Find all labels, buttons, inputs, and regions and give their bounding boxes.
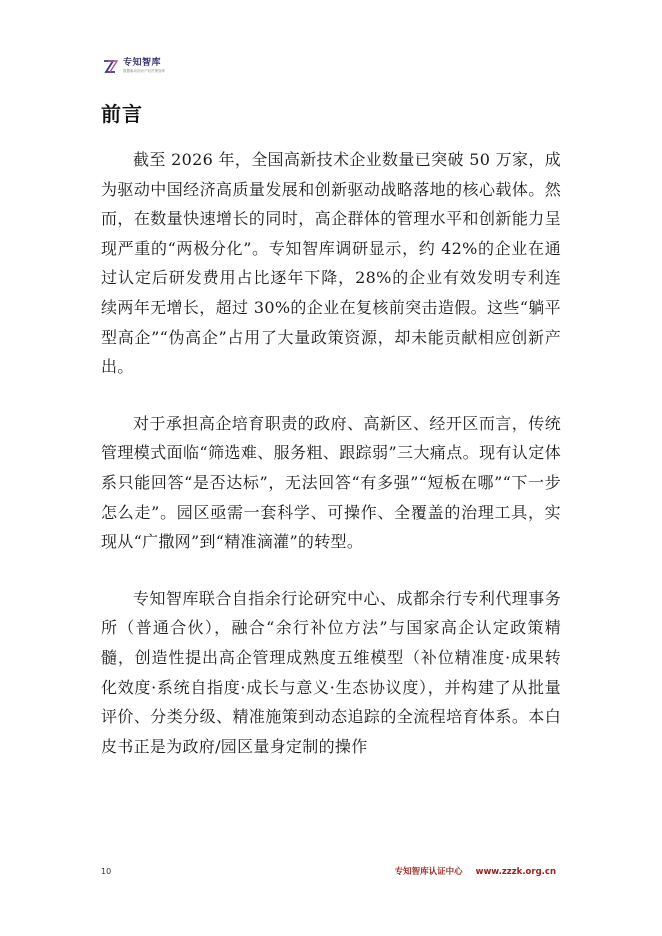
footer-org: 专知智库认证中心 <box>394 867 463 877</box>
footer-brand <box>395 865 556 877</box>
brand-logo <box>103 59 165 74</box>
paragraph: 截至 2026 年，全国高新技术企业数量已突破 50 万家，成为驱动中国经济高质量发展和创新驱动战略落地的核心载体。然而，在数量快速增长的同时，高企群体的管理水平和创新能力呈现严重的“两极分化”。专知智库调研显示，约 42%的企业在通过认定后研发费用占比逐年下降，28%的企业有效发明专利连续两年无增长，超过 30%的企业在复核前突击造假。这些“躺平型高企”“伪高企”占用了大量政策资源，却未能贡献相应创新产出。 <box>101 150 561 377</box>
body-text <box>101 145 561 788</box>
paragraph: 专知智库联合自指余行论研究中心、成都余行专利代理事务所（普通合伙），融合“余行补位方法”与国家高企认定政策精髓，创造性提出高企管理成熟度五维模型（补位精准度·成果转化效度·系统自指度·成长与意义·生态协议度），并构建了从批量评价、分类分级、精准施策到动态追踪的全流程培育体系。本白皮书正是为政府/园区量身定制的操作 <box>101 588 561 756</box>
section-title: 前言 <box>101 102 143 126</box>
page-number: 10 <box>101 867 112 876</box>
paragraph: 对于承担高企培育职责的政府、高新区、经开区而言，传统管理模式面临“筛选难、服务粗、跟踪弱”三大痛点。现有认定体系只能回答“是否达标”，无法回答“有多强”“短板在哪”“下一步怎么走”。园区亟需一套科学、可操作、全覆盖的治理工具，实现从“广撒网”到“精准滴灌”的转型。 <box>101 413 561 552</box>
footer-url[interactable]: www.zzzk.org.cn <box>475 867 556 877</box>
zz-logo-icon <box>103 59 118 74</box>
logo-tagline: 数据驱动知识产权决策智库 <box>123 69 165 74</box>
logo-name: 专知智库 <box>123 58 162 69</box>
